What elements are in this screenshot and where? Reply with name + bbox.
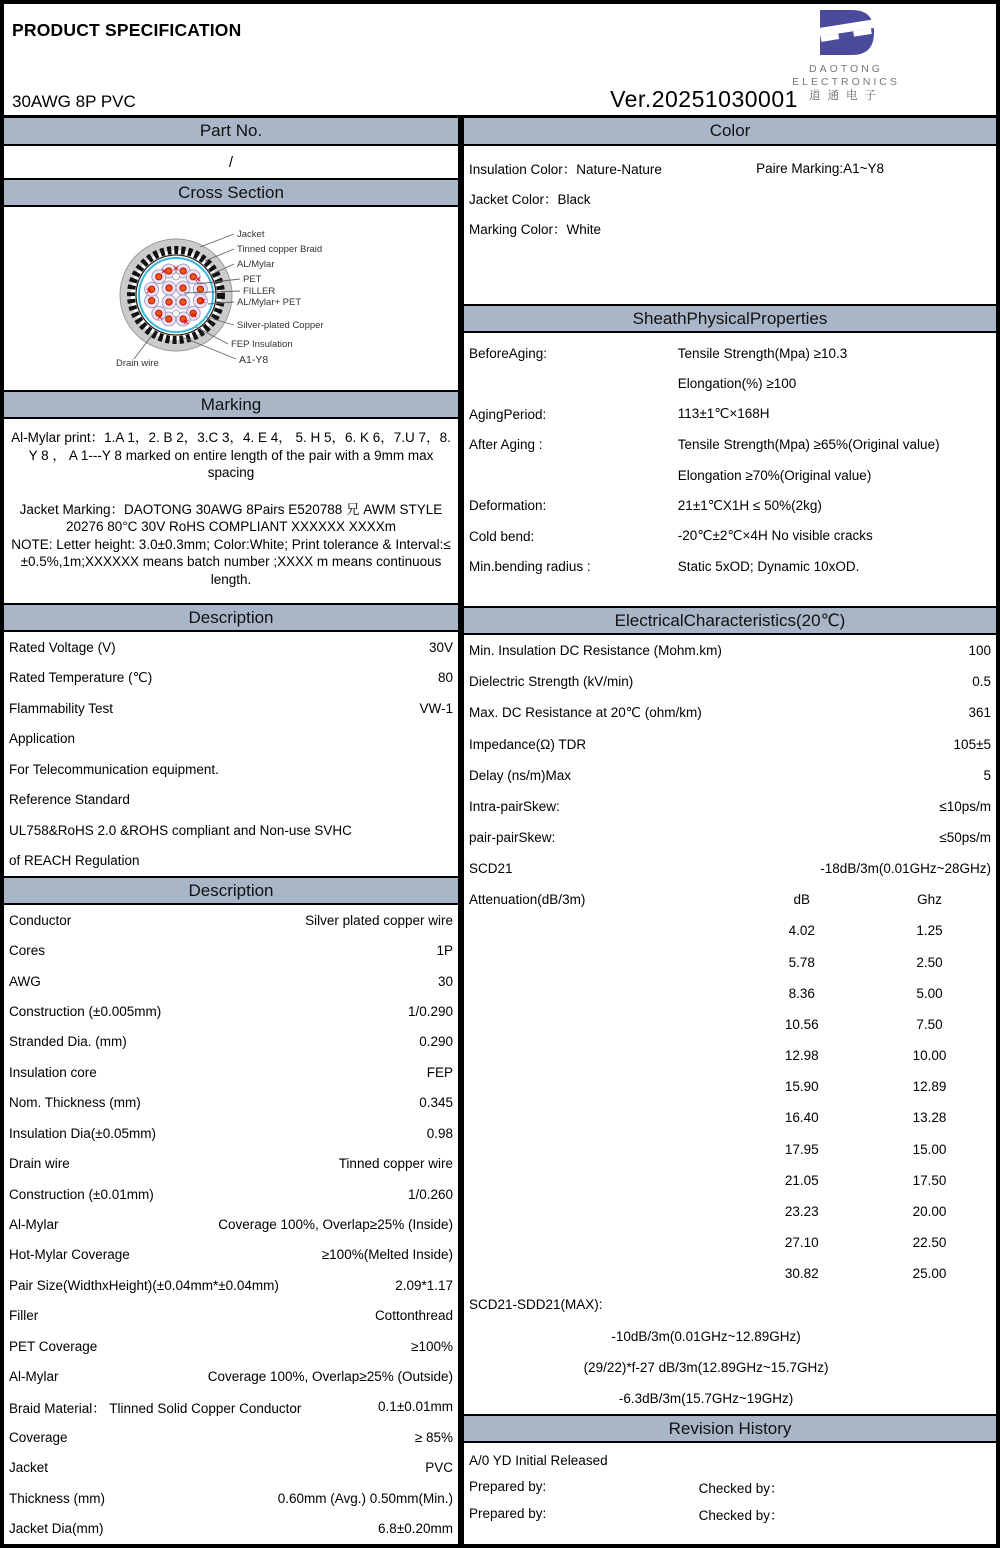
construction-value: Cottonthread <box>374 1308 453 1324</box>
attenuation-ghz-value: 25.00 <box>912 1266 947 1282</box>
spec-table <box>4 115 996 1544</box>
section-header-description-2: Description <box>4 876 458 905</box>
checked-by-label: Checked by： <box>698 1507 784 1523</box>
attenuation-db-value: 27.10 <box>784 1235 819 1251</box>
attenuation-row <box>464 1071 996 1102</box>
construction-label: Hot-Mylar Coverage <box>9 1247 130 1263</box>
scd21-sdd21-label: SCD21-SDD21(MAX): <box>469 1297 603 1313</box>
color-label: Insulation Color：Nature-Nature <box>469 162 662 177</box>
sheath-value: Static 5xOD; Dynamic 10xOD. <box>677 559 860 575</box>
construction-label: Construction (±0.005mm) <box>9 1003 162 1019</box>
attenuation-db-value: 8.36 <box>788 985 815 1001</box>
spec-row <box>4 663 458 694</box>
electrical-row <box>464 853 996 884</box>
spec-label: Flammability Test <box>9 700 114 716</box>
checked-by-label: Checked by： <box>698 1480 784 1496</box>
electrical-value: 361 <box>968 705 991 721</box>
cross-section-label-drain-wire: Drain wire <box>116 358 159 369</box>
attenuation-db-value: 10.56 <box>784 1016 819 1032</box>
construction-row <box>4 1453 458 1483</box>
construction-label: Al-Mylar <box>9 1216 59 1232</box>
product-name: 30AWG 8P PVC <box>12 92 136 111</box>
construction-row <box>4 1270 458 1300</box>
construction-value: 0.98 <box>426 1125 453 1141</box>
electrical-label: pair-pairSkew: <box>469 830 556 846</box>
electrical-row <box>464 822 996 853</box>
construction-value: 0.290 <box>419 1034 453 1050</box>
scd21-sdd21-line: -6.3dB/3m(15.7GHz~19GHz) <box>618 1390 794 1406</box>
spec-label: For Telecommunication equipment. <box>9 761 219 777</box>
construction-label: Thickness (mm) <box>9 1490 106 1506</box>
construction-label: Stranded Dia. (mm) <box>9 1034 127 1050</box>
spec-row <box>4 693 458 724</box>
construction-label: Nom. Thickness (mm) <box>9 1095 141 1111</box>
part-no-value: / <box>228 153 234 171</box>
electrical-label: Intra-pairSkew: <box>469 798 560 814</box>
attenuation-row <box>464 1102 996 1133</box>
construction-row <box>4 996 458 1026</box>
construction-value: PVC <box>425 1460 453 1476</box>
attenuation-ghz-value: 22.50 <box>912 1235 947 1251</box>
logo-brand-line1: DAOTONG <box>809 62 883 75</box>
attenuation-ghz-value: 2.50 <box>916 954 943 970</box>
attenuation-row <box>464 1165 996 1196</box>
construction-label: Insulation core <box>9 1064 97 1080</box>
almylar-print-text: Al-Mylar print：1.A 1，2. B 2，3.C 3，4. E 4， 5. H 5，6. K 6，7.U 7，8. Y 8 ， A 1---Y 8 marked on entire length of the pair with a 9mm max spacing <box>11 430 451 480</box>
attenuation-db-value: 17.95 <box>784 1141 819 1157</box>
attenuation-ghz-value: 20.00 <box>912 1203 947 1219</box>
cross-section-label: AL/Mylar <box>237 259 275 270</box>
prepared-by-label: Prepared by: <box>469 1479 547 1494</box>
sheath-row <box>464 521 996 552</box>
revision-content <box>464 1443 996 1544</box>
color-row <box>464 213 996 243</box>
color-label: Marking Color：White <box>469 222 602 237</box>
electrical-row <box>464 728 996 759</box>
construction-value: Coverage 100%, Overlap≥25% (Outside) <box>207 1369 453 1385</box>
section-header-description-1: Description <box>4 603 458 632</box>
section-header-sheath: SheathPhysicalProperties <box>464 304 996 333</box>
spec-label: Rated Temperature (℃) <box>9 669 153 685</box>
scd21-sdd21-line: -10dB/3m(0.01GHz~12.89GHz) <box>611 1328 801 1344</box>
sheath-row <box>464 460 996 491</box>
document-header <box>4 4 996 115</box>
construction-value: 6.8±0.20mm <box>378 1521 453 1537</box>
attenuation-db-value: 30.82 <box>784 1266 819 1282</box>
construction-label: Pair Size(WidthxHeight)(±0.04mm*±0.04mm) <box>9 1277 279 1293</box>
attenuation-col-ghz: Ghz <box>917 892 942 908</box>
attenuation-row <box>464 1009 996 1040</box>
cross-section-label: FILLER <box>243 286 276 297</box>
construction-value: Silver plated copper wire <box>305 912 453 928</box>
color-label: Jacket Color：Black <box>469 192 591 207</box>
construction-row <box>4 1148 458 1178</box>
construction-row <box>4 1118 458 1148</box>
attenuation-row <box>464 915 996 946</box>
section-header-cross-section: Cross Section <box>4 178 458 207</box>
spec-row <box>4 815 458 846</box>
spec-row <box>4 724 458 755</box>
construction-label: Insulation Dia(±0.05mm) <box>9 1125 156 1141</box>
attenuation-header-row <box>464 884 996 915</box>
page-title: PRODUCT SPECIFICATION <box>12 20 242 40</box>
electrical-value: 100 <box>968 643 991 659</box>
attenuation-ghz-value: 13.28 <box>912 1110 947 1126</box>
cross-section-label: Tinned copper Braid <box>237 244 323 255</box>
color-row <box>464 153 996 183</box>
construction-row <box>4 1209 458 1239</box>
sheath-row <box>464 369 996 400</box>
sheath-value: Elongation ≥70%(Original value) <box>677 467 872 483</box>
revision-row <box>464 1473 996 1500</box>
spec-row <box>4 632 458 663</box>
section-header-revision: Revision History <box>464 1414 996 1443</box>
construction-row <box>4 1483 458 1513</box>
construction-row <box>4 1088 458 1118</box>
color-rows <box>464 146 996 304</box>
construction-value: 1/0.260 <box>407 1186 453 1202</box>
electrical-value: 5 <box>983 767 991 783</box>
construction-value: 1/0.290 <box>407 1003 453 1019</box>
attenuation-row <box>464 1040 996 1071</box>
construction-row <box>4 935 458 965</box>
construction-row <box>4 1057 458 1087</box>
electrical-label: Delay (ns/m)Max <box>469 767 572 783</box>
attenuation-ghz-value: 12.89 <box>912 1079 947 1095</box>
section-header-electrical: ElectricalCharacteristics(20℃) <box>464 606 996 635</box>
cable-cross-section-icon <box>4 207 464 390</box>
cross-section-label-pair: A1-Y8 <box>239 354 269 366</box>
cross-section-label: AL/Mylar+ PET <box>237 297 302 308</box>
cross-section-label: PET <box>243 274 262 285</box>
construction-label: AWG <box>9 973 41 989</box>
marking-note-text: NOTE: Letter height: 3.0±0.3mm; Color:White; Print tolerance & Interval:≤ ±0.5%,1m;XXXXXX means batch number ;XXXX m means continuous length. <box>11 536 451 587</box>
attenuation-row <box>464 1258 996 1289</box>
section-header-part-no: Part No. <box>4 118 458 146</box>
cross-section-label: FEP Insulation <box>231 339 293 350</box>
sheath-row <box>464 491 996 522</box>
electrical-row <box>464 697 996 728</box>
construction-row <box>4 1513 458 1543</box>
logo-brand-line2: ELECTRONICS <box>792 76 900 89</box>
sheath-value: 21±1℃X1H ≤ 50%(2kg) <box>677 497 822 513</box>
attenuation-ghz-value: 17.50 <box>912 1172 947 1188</box>
construction-value: Tinned copper wire <box>338 1156 453 1172</box>
electrical-row <box>464 635 996 666</box>
spec-row <box>4 754 458 785</box>
right-column <box>464 118 996 1544</box>
sheath-value: -20℃±2℃×4H No visible cracks <box>677 528 873 544</box>
construction-row <box>4 1392 458 1422</box>
construction-value: 1P <box>436 943 453 959</box>
attenuation-row <box>464 1227 996 1258</box>
electrical-value: -18dB/3m(0.01GHz~28GHz) <box>820 861 991 877</box>
electrical-row <box>464 791 996 822</box>
construction-value: 0.1±0.01mm <box>378 1399 453 1415</box>
construction-row <box>4 1422 458 1452</box>
attenuation-ghz-value: 5.00 <box>916 985 943 1001</box>
company-logo <box>766 9 926 102</box>
version-number: Ver.20251030001 <box>610 86 798 112</box>
electrical-row <box>464 760 996 791</box>
electrical-label: Dielectric Strength (kV/min) <box>469 674 634 690</box>
construction-value: ≥100% <box>411 1338 453 1354</box>
attenuation-row <box>464 1196 996 1227</box>
attenuation-db-value: 4.02 <box>788 923 815 939</box>
spec-label: of REACH Regulation <box>9 853 140 869</box>
construction-label: Jacket Dia(mm) <box>9 1521 104 1537</box>
construction-value: 0.345 <box>419 1095 453 1111</box>
sheath-label: Deformation: <box>469 498 547 514</box>
left-column <box>4 118 464 1544</box>
spec-label: UL758&RoHS 2.0 &ROHS compliant and Non-use SVHC <box>9 822 352 838</box>
sheath-rows <box>464 333 996 606</box>
sheath-row <box>464 430 996 461</box>
sheath-label: AgingPeriod: <box>469 406 547 422</box>
attenuation-ghz-value: 7.50 <box>916 1016 943 1032</box>
sheath-value: Elongation(%) ≥100 <box>677 376 797 392</box>
construction-value: ≥ 85% <box>414 1429 453 1445</box>
electrical-value: 105±5 <box>953 736 991 752</box>
construction-label: Al-Mylar <box>9 1369 59 1385</box>
attenuation-db-value: 21.05 <box>784 1172 819 1188</box>
spec-row <box>4 785 458 816</box>
construction-row <box>4 1240 458 1270</box>
revision-initial-release: A/0 YD Initial Released <box>469 1452 608 1468</box>
jacket-marking-text: Jacket Marking：DAOTONG 30AWG 8Pairs E520788 兄 AWM STYLE 20276 80°C 30V RoHS COMPLIANT XXXXXX XXXXm <box>19 501 443 534</box>
section-header-marking: Marking <box>4 390 458 419</box>
sheath-label: Min.bending radius : <box>469 559 591 575</box>
construction-label: Jacket <box>9 1460 49 1476</box>
cross-section-label: Silver-plated Copper <box>237 320 324 331</box>
color-extra: Paire Marking:A1~Y8 <box>756 160 885 176</box>
spec-label: Application <box>9 731 76 747</box>
construction-label: Braid Material： Tlinned Solid Copper Conductor <box>9 1400 302 1416</box>
attenuation-col-db: dB <box>793 892 811 908</box>
construction-row <box>4 1331 458 1361</box>
attenuation-db-value: 15.90 <box>784 1079 819 1095</box>
construction-row <box>4 1361 458 1391</box>
construction-label: Cores <box>9 943 46 959</box>
construction-row <box>4 1300 458 1330</box>
construction-value: 0.60mm (Avg.) 0.50mm(Min.) <box>277 1490 453 1506</box>
attenuation-db-value: 5.78 <box>788 954 815 970</box>
construction-label: Conductor <box>9 912 72 928</box>
attenuation-ghz-value: 15.00 <box>912 1141 947 1157</box>
sheath-label: Cold bend: <box>469 528 535 544</box>
attenuation-ghz-value: 10.00 <box>912 1048 947 1064</box>
construction-row <box>4 966 458 996</box>
construction-row <box>4 1179 458 1209</box>
attenuation-ghz-value: 1.25 <box>916 923 943 939</box>
description-2-rows <box>4 905 458 1544</box>
construction-value: 2.09*1.17 <box>395 1277 453 1293</box>
electrical-label: Min. Insulation DC Resistance (Mohm.km) <box>469 643 722 659</box>
spec-label: Reference Standard <box>9 792 130 808</box>
sheath-row <box>464 338 996 369</box>
construction-value: 30 <box>437 973 453 989</box>
electrical-value: ≤50ps/m <box>939 830 991 846</box>
construction-row <box>4 905 458 935</box>
electrical-label: Max. DC Resistance at 20℃ (ohm/km) <box>469 704 702 720</box>
spec-value: VW-1 <box>419 700 453 716</box>
construction-label: Filler <box>9 1308 39 1324</box>
section-header-color: Color <box>464 118 996 146</box>
spec-value: 30V <box>428 639 453 655</box>
spec-label: Rated Voltage (V) <box>9 639 116 655</box>
attenuation-row <box>464 978 996 1009</box>
sheath-label: BeforeAging: <box>469 345 548 361</box>
sheath-value: Tensile Strength(Mpa) ≥65%(Original value) <box>677 437 940 453</box>
attenuation-row <box>464 947 996 978</box>
spec-row <box>4 846 458 877</box>
color-row <box>464 183 996 213</box>
logo-brand-chinese: 道通电子 <box>809 89 883 102</box>
sheath-value: 113±1℃×168H <box>677 406 770 422</box>
attenuation-row <box>464 1134 996 1165</box>
marking-content <box>4 419 458 603</box>
attenuation-label: Attenuation(dB/3m) <box>469 892 586 908</box>
daotong-logo-icon <box>816 9 876 57</box>
attenuation-db-value: 16.40 <box>784 1110 819 1126</box>
cross-section-diagram <box>4 207 458 390</box>
construction-value: Coverage 100%, Overlap≥25% (Inside) <box>218 1216 453 1232</box>
sheath-label: After Aging : <box>469 437 543 453</box>
electrical-value: 0.5 <box>972 674 991 690</box>
spec-value: 80 <box>437 670 453 686</box>
electrical-rows <box>464 635 996 1414</box>
construction-value: ≥100%(Melted Inside) <box>321 1247 453 1263</box>
attenuation-db-value: 23.23 <box>784 1203 819 1219</box>
scd21-sdd21-line: (29/22)*f-27 dB/3m(12.89GHz~15.7GHz) <box>583 1359 829 1375</box>
sheath-value: Tensile Strength(Mpa) ≥10.3 <box>677 345 848 361</box>
construction-label: PET Coverage <box>9 1338 98 1354</box>
construction-value: FEP <box>426 1064 453 1080</box>
sheath-row <box>464 399 996 430</box>
electrical-label: Impedance(Ω) TDR <box>469 736 587 752</box>
construction-row <box>4 1027 458 1057</box>
construction-label: Drain wire <box>9 1156 70 1172</box>
prepared-by-label: Prepared by: <box>469 1506 547 1521</box>
attenuation-db-value: 12.98 <box>784 1048 819 1064</box>
electrical-row <box>464 666 996 697</box>
electrical-label: SCD21 <box>469 861 513 877</box>
description-1-rows <box>4 632 458 876</box>
construction-label: Construction (±0.01mm) <box>9 1186 154 1202</box>
construction-label: Coverage <box>9 1429 68 1445</box>
cross-section-label: Jacket <box>237 229 265 240</box>
revision-row <box>464 1500 996 1527</box>
electrical-value: ≤10ps/m <box>939 798 991 814</box>
sheath-row <box>464 552 996 583</box>
